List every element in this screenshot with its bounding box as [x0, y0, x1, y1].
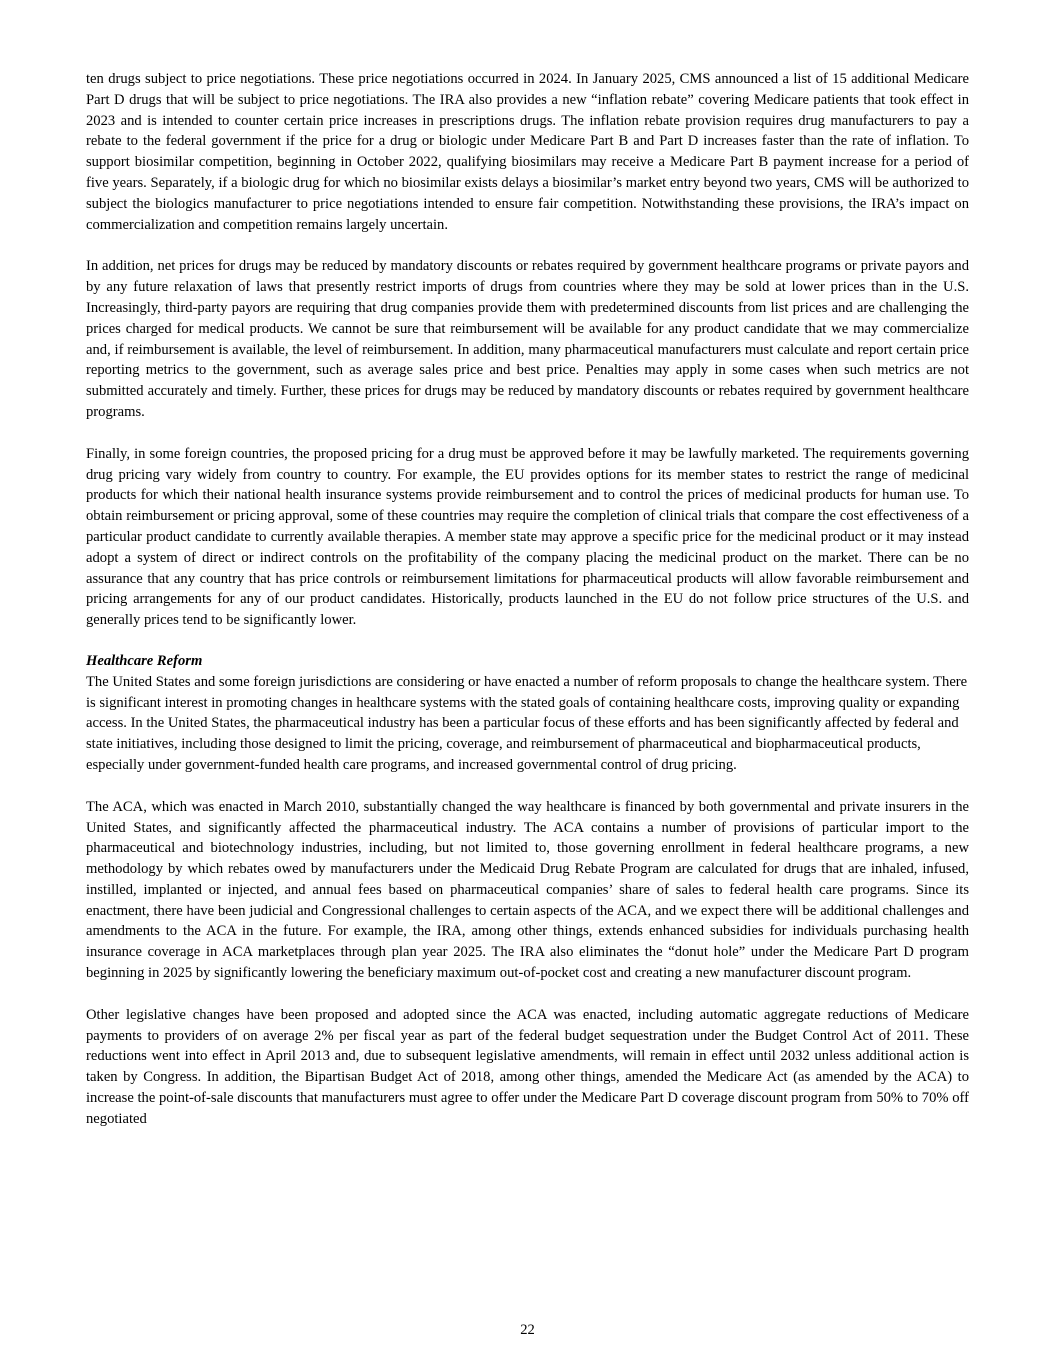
paragraph-foreign-pricing: Finally, in some foreign countries, the proposed pricing for a drug must be approved before it may be lawfully marketed. The requirements governing drug pricing vary widely from country to country. For example, the EU provides options for its member states to restrict the range of medicinal products for which their national health insurance systems provide reimbursement and to control the prices of medicinal products for human use. To obtain reimbursement or pricing approval, some of these countries may require the completion of clinical trials that compare the cost effectiveness of a particular product candidate to currently available therapies. A member state may approve a specific price for the medicinal product or it may instead adopt a system of direct or indirect controls on the profitability of the company placing the medicinal product on the market. There can be no assurance that any country that has price controls or reimbursement limitations for pharmaceutical products will allow favorable reimbursement and pricing arrangements for any of our product candidates. Historically, products launched in the EU do not follow price structures of the U.S. and generally prices tend to be significantly lower.	[86, 445, 969, 629]
paragraph-reform-intro: The United States and some foreign jurisdictions are considering or have enacted a number of reform proposals to change the healthcare system. There is significant interest in promoting changes in healthcare systems with the stated goals of containing healthcare costs, improving quality or expanding access. In the United States, the pharmaceutical industry has been a particular focus of these efforts and has been significantly affected by federal and state initiatives, including those designed to limit the pricing, coverage, and reimbursement of pharmaceutical and biopharmaceutical products, especially under government-funded health care programs, and increased governmental control of drug pricing.	[86, 673, 968, 773]
section-heading-healthcare-reform: Healthcare Reform	[86, 652, 203, 669]
paragraph-other-legislative: Other legislative changes have been proposed and adopted since the ACA was enacted, including automatic aggregate reductions of Medicare payments to providers of on average 2% per fiscal year as part of the federal budget sequestration under the Budget Control Act of 2011. These reductions went into effect in April 2013 and, due to subsequent legislative amendments, will remain in effect until 2032 unless additional action is taken by Congress. In addition, the Bipartisan Budget Act of 2018, among other things, amended the Medicare Act (as amended by the ACA) to increase the point-of-sale discounts that manufacturers must agree to offer under the Medicare Part D coverage discount program from 50% to 70% off negotiated	[86, 1006, 969, 1127]
page-number: 22	[520, 1322, 535, 1338]
paragraph-net-prices: In addition, net prices for drugs may be reduced by mandatory discounts or rebates required by government healthcare programs or private payors and by any future relaxation of laws that presently restrict imports of drugs from countries where they may be sold at lower prices than in the U.S. Increasingly, third-party payors are requiring that drug companies provide them with predetermined discounts from list prices and are challenging the prices charged for medical products. We cannot be sure that reimbursement will be available for any product candidate that we may commercialize and, if reimbursement is available, the level of reimbursement. In addition, many pharmaceutical manufacturers must calculate and report certain price reporting metrics to the government, such as average sales price and best price. Penalties may apply in some cases when such metrics are not submitted accurately and timely. Further, these prices for drugs may be reduced by mandatory discounts or rebates required by government healthcare programs.	[86, 258, 969, 420]
paragraph-aca: The ACA, which was enacted in March 2010, substantially changed the way healthcare is financed by both governmental and private insurers in the United States, and significantly affected the pharmaceutical industry. The ACA contains a number of provisions of particular import to the pharmaceutical and biotechnology industries, including, but not limited to, those governing enrollment in federal healthcare programs, a new methodology by which rebates owed by manufacturers under the Medicaid Drug Rebate Program are calculated for drugs that are inhaled, infused, instilled, implanted or injected, and annual fees based on pharmaceutical companies’ share of sales to federal health care programs. Since its enactment, there have been judicial and Congressional challenges to certain aspects of the ACA, and we expect there will be additional challenges and amendments to the ACA in the future. For example, the IRA, among other things, extends enhanced subsidies for individuals purchasing health insurance coverage in ACA marketplaces through plan year 2025. The IRA also eliminates the “donut hole” under the Medicare Part D program beginning in 2025 by significantly lowering the beneficiary maximum out-of-pocket cost and creating a new manufacturer discount program.	[86, 798, 969, 982]
paragraph-ira-negotiations: ten drugs subject to price negotiations. These price negotiations occurred in 2024. In January 2025, CMS announced a list of 15 additional Medicare Part D drugs that will be subject to price negotiations. The IRA also provides a new “inflation rebate” covering Medicare patients that took effect in 2023 and is intended to counter certain price increases in prescriptions drugs. The inflation rebate provision requires drug manufacturers to pay a rebate to the federal government if the price for a drug or biologic under Medicare Part B and Part D increases faster than the rate of inflation. To support biosimilar competition, beginning in October 2022, qualifying biosimilars may receive a Medicare Part B payment increase for a period of five years. Separately, if a biologic drug for which no biosimilar exists delays a biosimilar’s market entry beyond two years, CMS will be authorized to subject the biologics manufacturer to price negotiations intended to ensure fair competition. Notwithstanding these provisions, the IRA’s impact on commercialization and competition remains largely uncertain.	[86, 71, 969, 233]
document-page	[86, 69, 969, 1130]
